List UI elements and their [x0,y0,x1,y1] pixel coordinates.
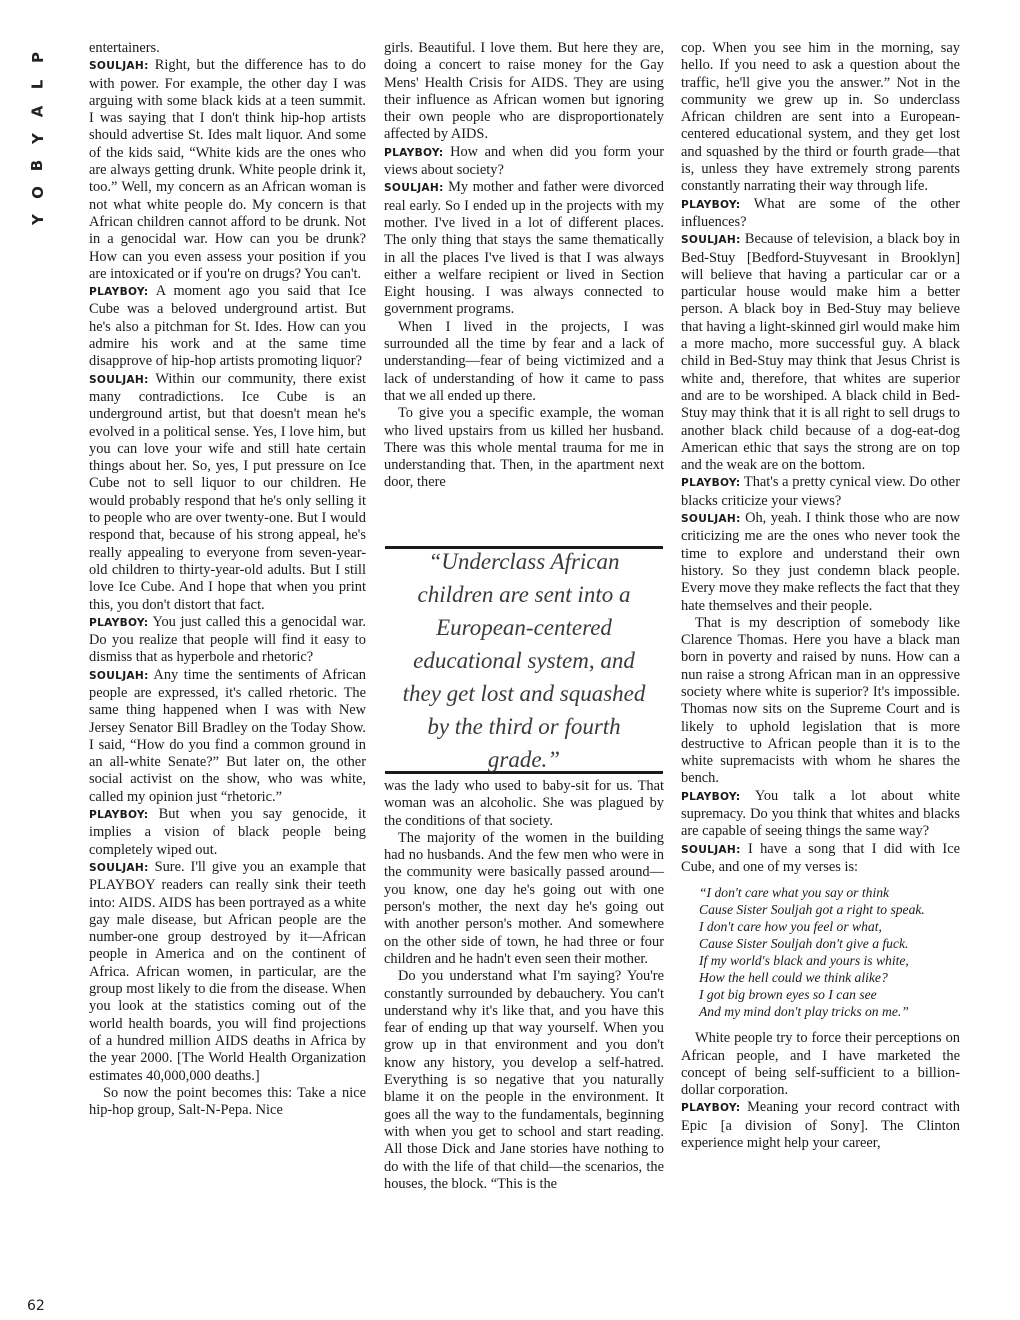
speaker-label: SOULJAH: [89,669,149,682]
speaker-label: PLAYBOY: [681,198,741,211]
paragraph [384,40,664,144]
paragraph-text: Sure. I'll give you an example that PLAYBOY readers can really sink their teeth into: AIDS. AIDS has been portrayed as a white gay male disease, but African people are the number-one group destroyed by it—African people in America and on the continent of Africa. African women, in particular, are the group most likely to die from the disease. When you look at the statistics coming out of the world health boards, you will find projections of a hundred million AIDS deaths in Africa by the year 2000. [The World Health Organization estimates 40,000,000 deaths.] [89,858,366,1084]
article-column-2-continued [384,778,664,1193]
speaker-label: PLAYBOY: [89,286,149,299]
paragraph [89,283,366,370]
paragraph [681,231,960,474]
paragraph [89,371,366,614]
paragraph-text: When I lived in the projects, I was surrounded all the time by fear and a lack of understanding—fear of being victimized and a lack of understanding of how it came to pass that we all ended up there. [384,318,664,404]
paragraph-text: cop. When you see him in the morning, say hello. If you need to ask a question about the traffic, he'll give you the answer.” Not in the community we grew up in. So underclass African children are sent into a European-centered educational system, and they get lost and squashed by the third or fourth grade—that is, unless they have extremely strong parents constantly narrating their way through life. [681,40,960,195]
speaker-label: PLAYBOY: [681,1102,741,1115]
paragraph [681,788,960,841]
speaker-label: SOULJAH: [681,513,741,526]
paragraph-text: Meaning your record contract with Epic [a division of Sony]. The Clinton experience might help your career, [681,1099,960,1152]
speaker-label: SOULJAH: [89,60,149,73]
paragraph [384,968,664,1193]
paragraph [681,40,960,196]
paragraph [384,144,664,180]
speaker-label: PLAYBOY: [89,809,149,822]
paragraph [89,614,366,667]
pull-quote-text: “Underclass African children are sent into a European-centered educational system, and they get lost and squashed by the third or fourth grade.” [402,548,646,772]
lyric-line: Cause Sister Souljah don't give a fuck. [699,936,909,952]
paragraph-text: The majority of the women in the building had no husbands. And the few men who were in the community were basically passed around—you know, one day he's going out with one person's mother, the next day he's going out with another person's mother. And somewhere on the other side of town, he had three or four children and he hadn't even seen their mother. [384,829,664,967]
paragraph [384,778,664,830]
speaker-label: SOULJAH: [89,373,149,386]
paragraph-text: My mother and father were divorced real early. So I ended up in the projects with my mother. I've lived in a lot of different places. The only thing that stays the same thematically in all the places I've lived is that I was always either a welfare recipient or lived in Section Eight housing. I was always connected to government programs. [384,179,664,318]
magazine-name-vertical [26,44,50,233]
paragraph [384,830,664,968]
paragraph-text: I have a song that I did with Ice Cube, and one of my verses is: [681,840,960,875]
speaker-label: SOULJAH: [384,182,444,195]
speaker-label: PLAYBOY: [89,616,149,629]
pull-quote [385,546,663,774]
lyric-line: If my world's black and yours is white, [699,953,909,969]
paragraph-text: How and when did you form your views about society? [384,143,664,179]
paragraph [384,319,664,405]
lyric-line: Cause Sister Souljah got a right to speak. [699,902,925,918]
song-lyrics [699,884,960,1020]
paragraph-text: entertainers. [89,40,160,56]
paragraph-text: girls. Beautiful. I love them. But here they are, doing a concert to raise money for the Gay Mens' Health Crisis for AIDS. They are using their influence as African women but ignoring their own people who are disproportionately affected by AIDS. [384,40,664,143]
lyric-line: “I don't care what you say or think [699,885,890,901]
paragraph-text: So now the point becomes this: Take a nice hip-hop group, Salt-N-Pepa. Nice [89,1084,366,1119]
paragraph [89,859,366,1085]
magazine-letter: B [28,159,47,172]
paragraph-text: To give you a specific example, the woman who lived upstairs from us killed her husband. There was this whole mental trauma for me in understanding that. Then, in the apartment next door, there [384,405,664,491]
magazine-letter: P [28,52,47,63]
paragraph [681,615,960,788]
paragraph-text: Right, but the difference has to do with power. For example, the other day I was arguing with some black kids at a teen summit. I was saying that I don't think hip-hop artists should advertise St. Ides malt liquor. And some of the kids said, “White kids are the ones who are always getting drunk. White people drink it, too.” Well, my concern as an African woman is not what white people do. My concern is that African children cannot afford to be drunk. Not in a genocidal war. How can you be drunk? How can you even assess your position if you are intoxicated or if you're on drugs? You can't. [89,57,366,282]
paragraph-text: That's a pretty cynical view. Do other blacks criticize your views? [681,474,960,509]
magazine-letter: Y [28,214,47,225]
paragraph [89,40,366,57]
paragraph [681,474,960,510]
lyric-line: I don't care how you feel or what, [699,919,882,935]
paragraph-text: Do you understand what I'm saying? You're constantly surrounded by debauchery. You can't understand why it's like that, and you have this fear of ending up that way yourself. When you grow up in that environment and you don't know any history, you develop a self-hatred. Everything is so negative that you naturally blame it on the people in the environment. It goes all the way to the fundamentals, beginning with when you get to school and start reading. All those Dick and Jane stories have nothing to do with the life of that child—the scenarios, the houses, the block. “This is the [384,968,664,1192]
paragraph-text: White people try to force their perceptions on African people, and I have marketed the concept of being self-sufficient to a billion-dollar corporation. [681,1030,960,1099]
page-number: 62 [27,1298,45,1314]
lyric-line: How the hell could we think alike? [699,970,888,986]
speaker-label: PLAYBOY: [384,146,444,159]
paragraph [681,1030,960,1099]
paragraph-text: That is my description of somebody like Clarence Thomas. Here you have a black man born in poverty and raised by nuns. How can a nun raise a strong African man in an oppressive society where white is superior? It's impossible. Thomas now sits on the Supreme Court and is likely to uphold legislation that is more destructive to African people than it is to the white supremacists with whom he shares the bench. [681,614,960,787]
paragraph-text: You talk a lot about white supremacy. Do you think that whites and blacks are capable of seeing things the same way? [681,787,960,840]
paragraph [681,841,960,877]
paragraph-text: Within our community, there exist many contradictions. Ice Cube is an underground artist, but that doesn't mean he's evolved in a political sense. Yes, I love him, but you can love your wife and still hate certain things about her. So, yes, I put pressure on Ice Cube not to sell liquor to our children. He would probably respond that he's only selling it to people who are over twenty-one. But I would respond that, because of his strong appeal, he's really appealing to everyone from seven-year-old children to thirty-year-old adults. But I still love Ice Cube. And I hope that when you print this, you don't distort that fact. [89,370,366,613]
paragraph [384,179,664,318]
paragraph [89,57,366,283]
magazine-letter: A [28,105,47,118]
magazine-letter: L [28,79,47,90]
lyric-line: I got big brown eyes so I can see [699,987,877,1003]
paragraph [681,510,960,615]
paragraph-text: You just called this a genocidal war. Do you realize that people will find it easy to dismiss that as hyperbole and rhetoric? [89,613,366,666]
article-column-2 [384,40,664,492]
paragraph-text: A moment ago you said that Ice Cube was a beloved underground artist. But he's also a pitchman for St. Ides. How can you admire his work and at the same time disapprove of hip-hop artists promoting liquor? [89,283,366,370]
paragraph [89,1085,366,1120]
speaker-label: SOULJAH: [681,234,741,247]
speaker-label: PLAYBOY: [681,790,741,803]
speaker-label: SOULJAH: [681,843,741,856]
lyric-line: And my mind don't play tricks on me.” [699,1004,909,1020]
magazine-letter: O [28,186,47,199]
paragraph-text: What are some of the other influences? [681,195,960,230]
magazine-letter: Y [28,133,47,144]
paragraph [89,806,366,859]
paragraph [681,196,960,232]
paragraph [384,405,664,491]
paragraph [681,1099,960,1152]
article-column-1 [89,40,366,1119]
paragraph-text: Any time the sentiments of African people are expressed, it's called rhetoric. The same thing happened when I was with New Jersey Senator Bill Bradley on the Today Show. I said, “How do you find a common ground in an all-white Senate?” But later on, the other social activist on the show, who was white, called my opinion just “rhetoric.” [89,666,366,805]
speaker-label: SOULJAH: [89,861,149,874]
paragraph-text: But when you say genocide, it implies a vision of black people being completely wiped out. [89,806,366,858]
paragraph [89,667,366,806]
paragraph-text: Oh, yeah. I think those who are now criticizing me are the ones who never took the time to explore and understand their own history. So they just condemn black people. Every move they make reflects the fact that they hate themselves and their people. [681,510,960,614]
article-column-3 [681,40,960,1152]
paragraph-text: was the lady who used to baby-sit for us. That woman was an alcoholic. She was plagued by the conditions of that society. [384,778,664,829]
speaker-label: PLAYBOY: [681,477,741,490]
paragraph-text: Because of television, a black boy in Bed-Stuy [Bedford-Stuyvesant in Brooklyn] will believe that having a particular car or a particular house would make him a better person. A black boy in Bed-Stuy may believe that having a light-skinned girl would make him a more macho, more successful guy. A black child in Bed-Stuy may think that Jesus Christ is white and, therefore, that whites are superior and are to be worshiped. A black child in Bed-Stuy may think that it is all right to sell drugs to another black child because of a dog-eat-dog American ethic that says the strong are on top and the weak are on the bottom. [681,231,960,474]
